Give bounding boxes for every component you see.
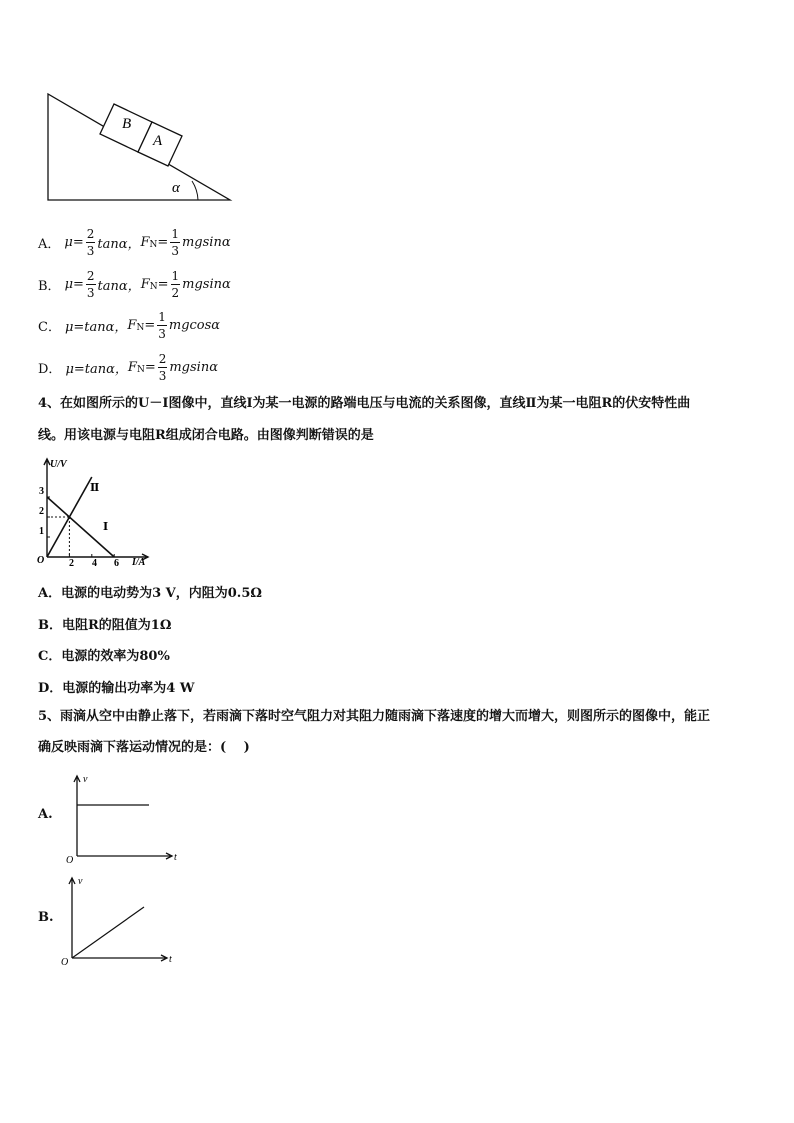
ui-plot-marks — [47, 477, 114, 557]
x-axis-label: I/A — [132, 557, 146, 568]
v-label: v — [78, 876, 83, 887]
y-tick-label-1: 1 — [39, 526, 44, 537]
line-ii-label: Ⅱ — [90, 482, 100, 494]
q4-option-c[interactable]: C．电源的效率为80% — [38, 649, 170, 664]
block-b-label: B — [122, 116, 132, 132]
fraction: $\frac{2}{3}$ — [86, 268, 95, 300]
option-c[interactable]: C． μ=tanα， F N = $\frac{1}{3}$ mgcosα — [38, 309, 221, 341]
x-tick-label-4: 4 — [92, 558, 97, 569]
question-4-line-2: 线。用该电源与电阻R组成闭合电路。由图像判断错误的是 — [38, 428, 374, 443]
origin-label: O — [61, 957, 69, 967]
q4-option-b[interactable]: B．电阻R的阻值为1Ω — [38, 618, 172, 633]
question-5-line-2: 确反映雨滴下落运动情况的是：( ) — [38, 740, 250, 755]
vt-b-plot-marks — [72, 907, 144, 958]
fraction: $\frac{1}{2}$ — [171, 268, 180, 300]
block-a-label: A — [153, 133, 163, 149]
fraction: $\frac{2}{3}$ — [158, 351, 167, 383]
t-label: t — [169, 954, 172, 965]
q4-option-d[interactable]: D．电源的输出功率为4 W — [38, 681, 195, 696]
line-i-label: Ⅰ — [103, 521, 109, 533]
question-5-line-1: 5、雨滴从空中由静止落下，若雨滴下落时空气阻力对其阻力随雨滴下落速度的增大而增大，则图所示的图像中，能正 — [38, 709, 711, 724]
vt-b-line — [72, 907, 144, 958]
option-d[interactable]: D． μ=tanα， F N = $\frac{2}{3}$ mgsinα — [38, 351, 218, 383]
question-4-line-1: 4、在如图所示的U－I图像中，直线Ⅰ为某一电源的路端电压与电流的关系图像，直线Ⅱ为某一电阻R的伏安特性曲 — [38, 396, 691, 411]
ui-graph — [30, 455, 160, 570]
q5-option-a-label[interactable]: A. — [38, 807, 53, 822]
angle-arc — [192, 181, 198, 200]
y-tick-label-3: 3 — [39, 486, 44, 497]
origin-label: O — [37, 555, 45, 566]
x-tick-label-2: 2 — [69, 558, 74, 569]
y-axis-label: U/V — [50, 459, 67, 470]
vt-graph-b — [55, 872, 180, 967]
option-b[interactable]: B． μ= $\frac{2}{3}$ tanα， F N = $\frac{1}{2}$ mgsinα — [38, 268, 231, 300]
option-a[interactable]: A． μ= $\frac{2}{3}$ tanα， F N = $\frac{1}{3}$ mgsinα — [38, 226, 231, 258]
fraction: $\frac{1}{3}$ — [171, 226, 179, 258]
incline-figure — [40, 88, 240, 206]
x-tick-label-6: 6 — [114, 558, 119, 569]
graph-axes — [44, 459, 148, 560]
origin-label: O — [66, 855, 74, 865]
fraction: $\frac{1}{3}$ — [158, 309, 166, 341]
v-label: v — [83, 774, 88, 785]
q5-option-b-label[interactable]: B. — [38, 910, 54, 925]
vt-graph-a — [60, 770, 185, 865]
angle-label: α — [172, 180, 180, 196]
t-label: t — [174, 852, 177, 863]
fraction: $\frac{2}{3}$ — [86, 226, 95, 258]
q4-option-a[interactable]: A．电源的电动势为3 V，内阻为0.5Ω — [38, 586, 262, 601]
y-tick-label-2: 2 — [39, 506, 44, 517]
